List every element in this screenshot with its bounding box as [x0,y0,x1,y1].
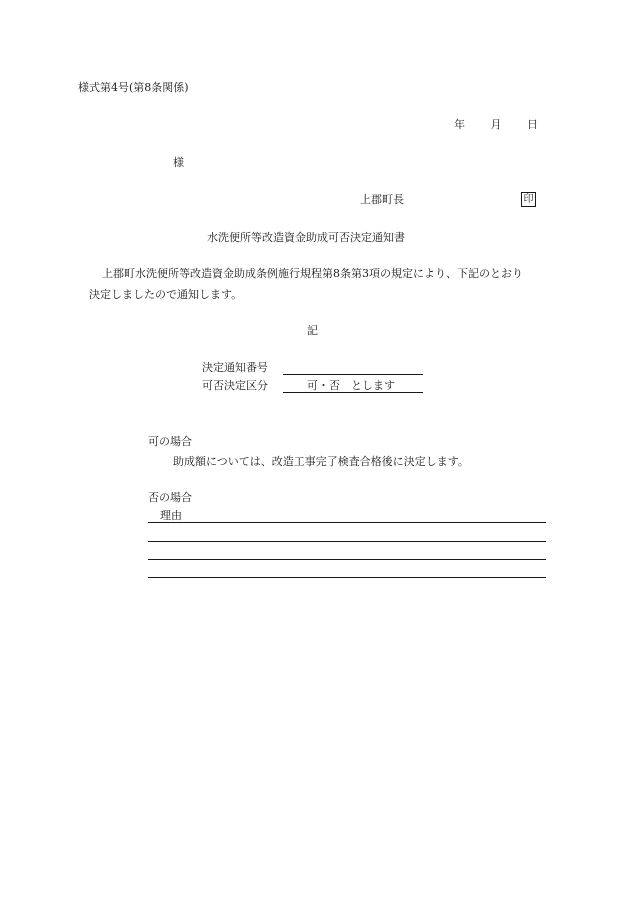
addressee-suffix: 様 [173,156,184,169]
reason-line-3 [148,559,546,560]
seal-mark: 印 [521,192,536,207]
month-label: 月 [490,118,502,131]
form-label: 様式第4号(第8条関係) [78,81,189,94]
reason-line-1 [148,522,546,523]
body-text-line-1: 上郡町水洗便所等改造資金助成条例施行規程第8条第3項の規定により、下記のとおり [102,267,523,280]
decision-number-label: 決定通知番号 [202,361,268,374]
rejected-heading: 否の場合 [148,491,192,504]
reason-line-4 [148,577,546,578]
decision-type-label: 可否決定区分 [202,379,268,392]
body-text-line-2: 決定しましたので通知します。 [89,288,243,301]
decision-type-value: 可・否 とします [307,379,395,392]
ki-heading: 記 [307,324,318,337]
date-line [454,119,538,130]
approved-heading: 可の場合 [148,435,192,448]
decision-number-underline [283,374,423,375]
reason-label: 理由 [160,509,182,522]
decision-type-underline [283,392,423,393]
document-title: 水洗便所等改造資金助成可否決定通知書 [207,231,405,244]
reason-line-2 [148,541,546,542]
year-label: 年 [454,118,465,131]
sender-name: 上郡町長 [360,193,404,206]
approved-text: 助成額については、改造工事完了検査合格後に決定します。 [173,455,469,468]
day-label: 日 [527,118,538,131]
